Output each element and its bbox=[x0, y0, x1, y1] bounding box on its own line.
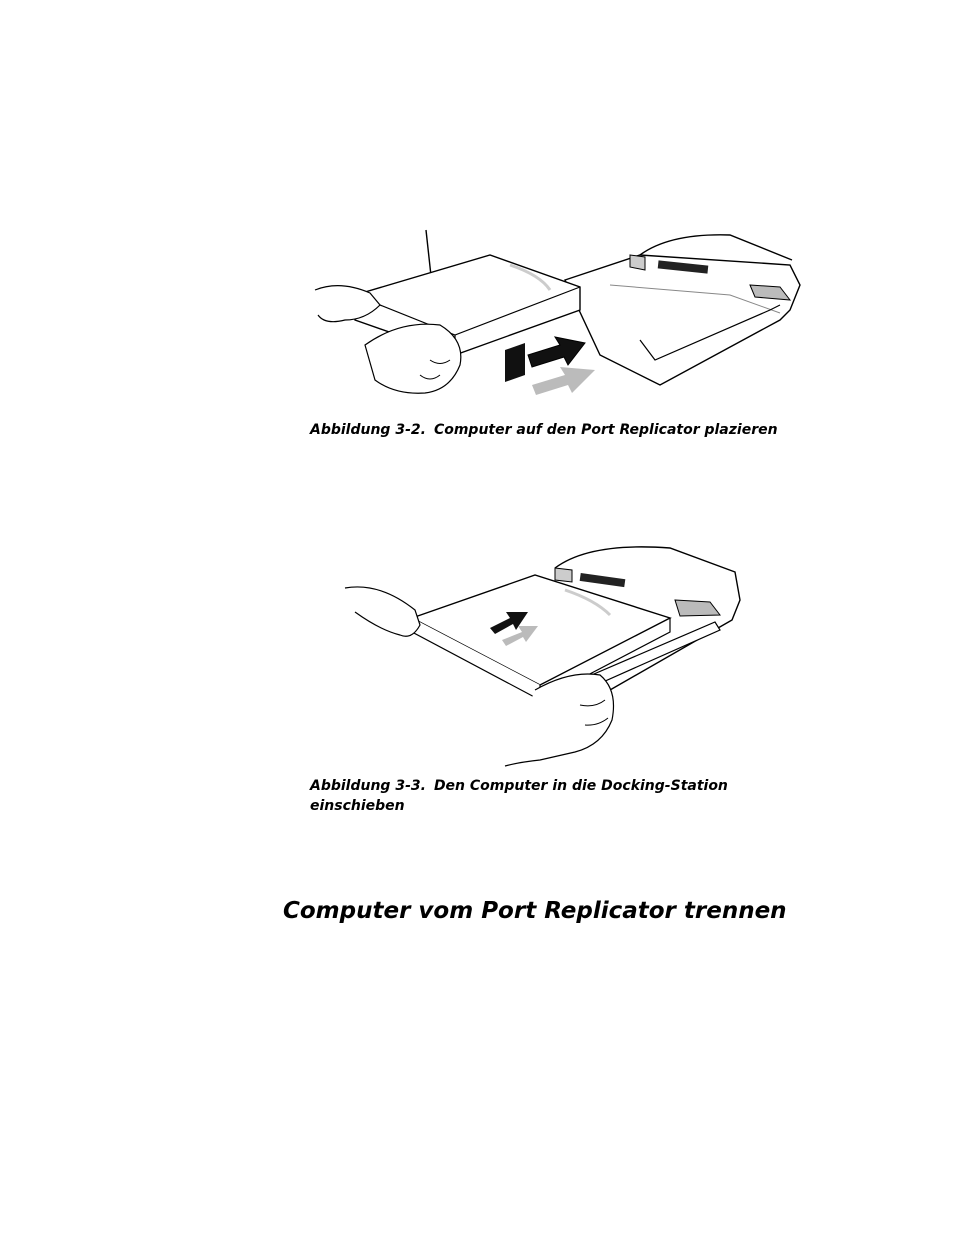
figure-3-2-caption-text: Computer auf den Port Replicator plazieren bbox=[433, 422, 778, 438]
section-heading: Computer vom Port Replicator trennen bbox=[283, 898, 787, 924]
figure-3-2-illustration bbox=[310, 225, 810, 400]
left-hand bbox=[345, 587, 420, 636]
arrow-block-icon bbox=[505, 343, 525, 382]
figure-3-3-illustration bbox=[340, 540, 750, 770]
right-hand bbox=[365, 324, 461, 393]
placing-computer-drawing bbox=[310, 225, 810, 400]
push-arrow-shadow-icon bbox=[532, 367, 595, 395]
docking-computer-drawing bbox=[340, 540, 750, 770]
figure-3-3-caption bbox=[310, 776, 750, 816]
port-replicator-base bbox=[565, 255, 800, 385]
figure-3-3-caption-text: Den Computer in die Docking-Station einschieben bbox=[310, 778, 728, 814]
figure-3-2-label: Abbildung 3-2. bbox=[310, 422, 426, 438]
push-arrow-icon bbox=[528, 337, 585, 367]
figure-3-2-caption bbox=[310, 420, 790, 440]
figure-3-3-label: Abbildung 3-3. bbox=[310, 778, 426, 794]
